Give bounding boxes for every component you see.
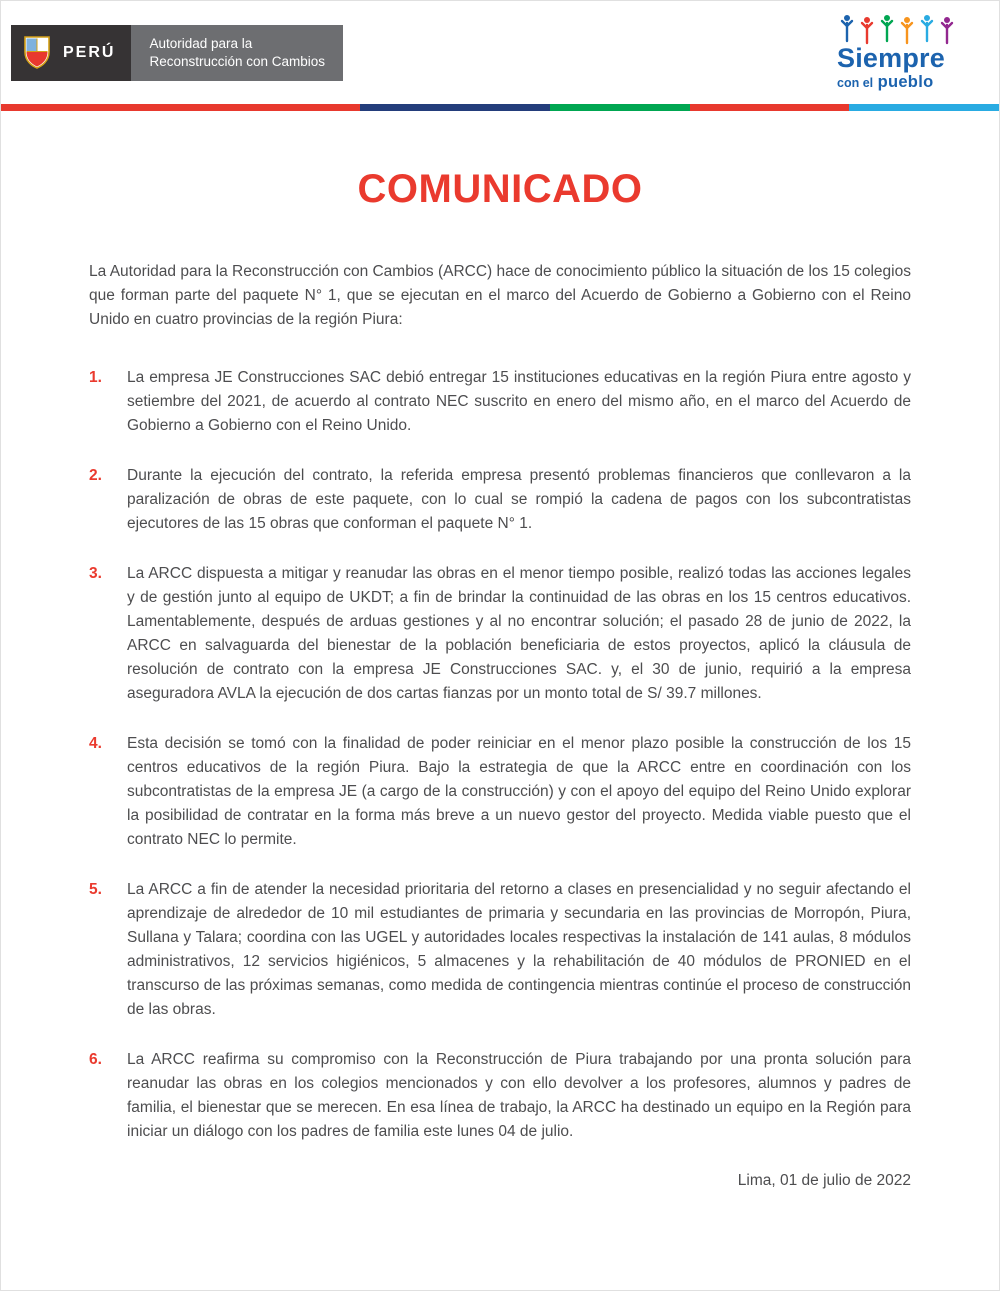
entity-name-line1: Autoridad para la <box>149 35 253 51</box>
page-title: COMUNICADO <box>357 167 643 211</box>
peru-coat-of-arms-icon <box>21 34 53 72</box>
list-item <box>89 878 911 1022</box>
country-label: PERÚ <box>63 43 116 61</box>
campaign-logo <box>837 13 965 92</box>
slogan-word-siempre: Siempre <box>837 43 945 73</box>
intro-paragraph: La Autoridad para la Reconstrucción con Cambios (ARCC) hace de conocimiento público la situación de los 15 colegios que forman parte del paquete N° 1, que se ejecutan en el marco del Acuerdo de Gobierno a Gobierno con el Reino Unido en cuatro provincias de la región Piura: <box>89 263 911 328</box>
item-number: 6. <box>89 1051 102 1068</box>
slogan-word-con-el: con el <box>837 76 874 90</box>
date-line: Lima, 01 de julio de 2022 <box>737 1172 911 1189</box>
peru-logo-block <box>11 25 131 81</box>
item-number: 1. <box>89 369 102 386</box>
item-text: La empresa JE Construcciones SAC debió entregar 15 instituciones educativas en la región Piura entre agosto y setiembre del 2021, de acuerdo al contrato NEC suscrito en enero del mismo año, en el marco del Acuerdo de Gobierno a Gobierno con el Reino Unido. <box>127 369 911 434</box>
list-item <box>89 732 911 852</box>
brand-color-stripe <box>1 104 999 111</box>
item-text: Esta decisión se tomó con la finalidad de poder reiniciar en el menor plazo posible la construcción de los 15 centros educativos de la región Piura. Bajo la estrategia de que la ARCC entre en coordinación con los subcontratistas de la empresa JE (a cargo de la construcción) y con el apoyo del equipo del Reino Unido explorar la posibilidad de contratar en la forma más breve a un nuevo gestor del proyecto. Medida viable puesto que el contrato NEC lo permite. <box>127 735 911 848</box>
entity-name-line2: Reconstrucción con Cambios <box>149 53 326 69</box>
stripe-segment-navy <box>360 104 550 111</box>
item-text: La ARCC reafirma su compromiso con la Reconstrucción de Piura trabajando por una pronta solución para reanudar las obras en los colegios mencionados y con ello devolver a los profesores, alumnos y padres de familia, el bienestar que se merecen. En esa línea de trabajo, la ARCC ha destinado un equipo en la Región para iniciar un diálogo con los padres de familia este lunes 04 de julio. <box>127 1051 911 1140</box>
item-text: Durante la ejecución del contrato, la referida empresa presentó problemas financieros que conllevaron a la paralización de obras de este paquete, con lo cual se rompió la cadena de pagos con los subcontratistas ejecutores de las 15 obras que conforman el paquete N° 1. <box>127 467 911 532</box>
people-figures-icon <box>837 13 965 45</box>
slogan-word-pueblo: pueblo <box>877 73 934 91</box>
slogan-line2 <box>837 73 965 92</box>
stripe-segment-red <box>1 104 360 111</box>
list-item <box>89 1048 911 1144</box>
list-item <box>89 562 911 706</box>
item-number: 2. <box>89 467 102 484</box>
item-text: La ARCC a fin de atender la necesidad prioritaria del retorno a clases en presencialidad y no seguir afectando el aprendizaje de alrededor de 10 mil estudiantes de primaria y secundaria en las provincias de Morropón, Piura, Sullana y Talara; coordina con las UGEL y autoridades locales respectivas la instalación de 141 aulas, 8 módulos administrativos, 12 servicios higiénicos, 5 almacenes y la rehabilitación de 40 módulos de PRONIED en el transcurso de las próximas semanas, como medida de contingencia mientras continúe el proceso de construcción de las obras. <box>127 881 911 1018</box>
item-number: 4. <box>89 735 102 752</box>
list-item <box>89 464 911 536</box>
page-header <box>1 1 999 104</box>
list-item <box>89 366 911 438</box>
document-body <box>1 167 999 1190</box>
entity-name-block <box>131 25 343 81</box>
stripe-segment-blue <box>849 104 999 111</box>
stripe-segment-red2 <box>690 104 850 111</box>
stripe-segment-green <box>550 104 690 111</box>
item-number: 5. <box>89 881 102 898</box>
item-number: 3. <box>89 565 102 582</box>
government-logo <box>11 25 343 81</box>
campaign-slogan <box>837 45 965 92</box>
numbered-list <box>89 366 911 1144</box>
item-text: La ARCC dispuesta a mitigar y reanudar las obras en el menor tiempo posible, realizó todas las acciones legales y de gestión junto al equipo de UKDT; a fin de brindar la continuidad de las obras en los 15 centros educativos. Lamentablemente, después de arduas gestiones y al no encontrar solución; el pasado 28 de junio de 2022, la ARCC en salvaguarda del bienestar de la población beneficiaria de estos proyectos, aplicó la cláusula de resolución de contrato con la empresa JE Construcciones SAC. y, el 30 de junio, requirió a la empresa aseguradora AVLA la ejecución de dos cartas fianzas por un monto total de S/ 39.7 millones. <box>127 565 911 702</box>
